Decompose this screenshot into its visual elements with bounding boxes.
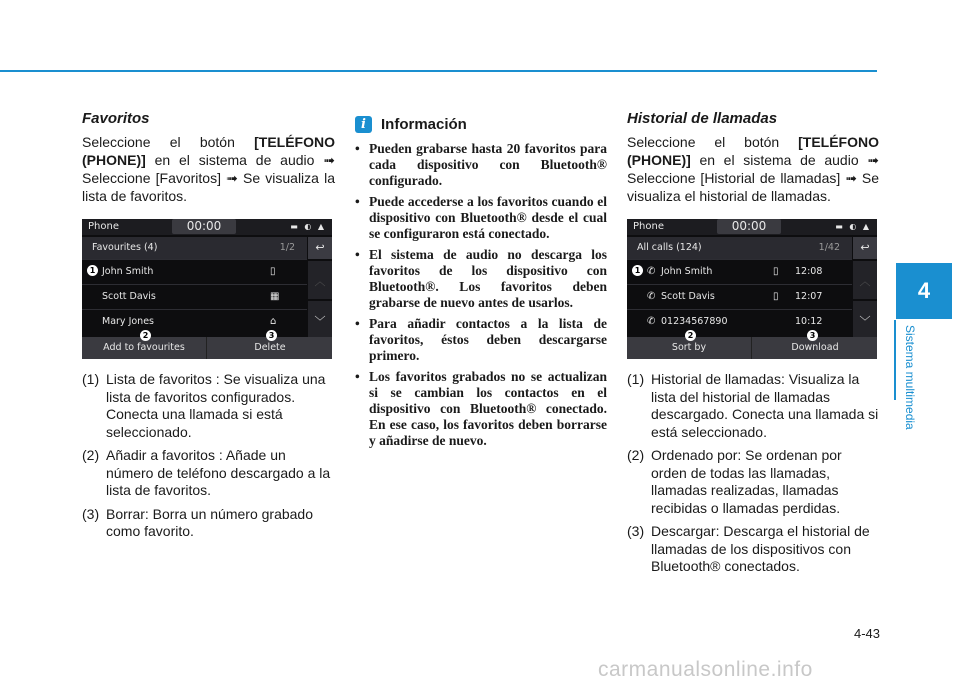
status-icons: ▬ ◐ ▲: [290, 222, 326, 231]
intro-text: Seleccione el botón [TELÉFONO (PHONE)] en el sistema de audio ➟ Seleccione [Favoritos] ➟ Se visualiza la lista de favoritos.: [82, 134, 335, 204]
chevron-down-icon: ﹀: [859, 315, 871, 328]
app-name: Phone: [633, 221, 664, 232]
page-indicator: 1/42: [818, 242, 840, 253]
mobile-icon: ▯: [773, 266, 779, 277]
historial-list: [627, 371, 879, 576]
clock: 00:00: [717, 219, 781, 234]
list-item: • El sistema de audio no descarga los favoritos de los dispositivo con Bluetooth®. Los favoritos deben grabarse de nuevo antes de usarlos.: [355, 247, 607, 310]
list-header: Favourites (4) 1/2: [82, 237, 307, 259]
download-button[interactable]: Download: [791, 342, 839, 353]
call-row[interactable]: ✆ 01234567890 10:12: [627, 309, 852, 334]
page-number: 4-43: [853, 626, 880, 641]
scroll-down-button[interactable]: [853, 301, 877, 339]
back-button[interactable]: [308, 237, 332, 259]
office-icon: ▦: [270, 291, 280, 302]
informacion-section: [355, 116, 607, 454]
chevron-up-icon: ︿: [859, 275, 871, 288]
button-bar: [627, 337, 877, 359]
favourites-screen: [82, 219, 332, 359]
list-item: (1) Lista de favoritos : Se visualiza una lista de favoritos configurados. Conecta una llamada si está seleccionado.: [82, 371, 326, 440]
back-icon: ↩: [315, 241, 325, 254]
info-icon: i: [355, 116, 372, 133]
chevron-down-icon: ﹀: [314, 315, 326, 328]
button-bar: [82, 337, 332, 359]
page-indicator: 1/2: [279, 242, 295, 253]
info-title: Información: [381, 116, 467, 133]
scroll-up-button[interactable]: [853, 261, 877, 299]
chapter-tab: 4: [896, 263, 952, 319]
list-item: (3) Borrar: Borra un número grabado como favorito.: [82, 505, 313, 539]
chapter-rule: [894, 320, 896, 400]
back-icon: ↩: [860, 241, 870, 254]
call-history-screen: [627, 219, 877, 359]
favourite-row[interactable]: Scott Davis ▦: [82, 284, 307, 309]
chevron-up-icon: ︿: [314, 275, 326, 288]
app-name: Phone: [88, 221, 119, 232]
list-item: • Para añadir contactos a la lista de favoritos, éstos deben descargarse primero.: [355, 316, 607, 363]
status-bar: [82, 219, 332, 235]
delete-button[interactable]: Delete: [254, 342, 286, 353]
list-header: All calls (124) 1/42: [627, 237, 852, 259]
callout-3: 3: [266, 330, 277, 341]
home-icon: ⌂: [270, 316, 277, 327]
callout-3: 3: [807, 330, 818, 341]
list-item: (2) Ordenado por: Se ordenan por orden de todas las llamadas, llamadas realizadas, llamadas recibidas o llamadas perdidas.: [627, 447, 842, 516]
list-item: • Pueden grabarse hasta 20 favoritos para cada dispositivo con Bluetooth® configurado.: [355, 141, 607, 188]
list-item: (1) Historial de llamadas: Visualiza la lista del historial de llamadas descargado. Conecta una llamada si está seleccionado.: [627, 371, 879, 440]
list-item: (2) Añadir a favoritos : Añade un número de teléfono descargado a la lista de favoritos.: [82, 447, 331, 498]
watermark: carmanualsonline.info: [598, 658, 813, 681]
mobile-icon: ▯: [773, 291, 779, 302]
chapter-label: Sistema multimedia: [903, 325, 917, 430]
clock: 00:00: [172, 219, 236, 234]
header-rule: [0, 70, 877, 72]
callout-2: 2: [140, 330, 151, 341]
list-item: • Puede accederse a los favoritos cuando el dispositivo con Bluetooth® desde el cual se configuraron está conectado.: [355, 194, 607, 241]
call-type-icon: ✆: [647, 291, 656, 302]
list-item: • Los favoritos grabados no se actualizan si se cambian los contactos en el dispositivo con Bluetooth® conectado. En ese caso, los favoritos deben borrarse y añadirse de nuevo.: [355, 369, 607, 448]
status-bar: [627, 219, 877, 235]
callout-1: 1: [632, 265, 643, 276]
call-type-icon: ✆: [647, 266, 656, 277]
info-bullets: [355, 141, 607, 449]
call-row[interactable]: ✆ John Smith ▯ 12:08: [627, 259, 852, 284]
scroll-up-button[interactable]: [308, 261, 332, 299]
intro-text: Seleccione el botón [TELÉFONO (PHONE)] en el sistema de audio ➟ Seleccione [Historial de llamadas] ➟ Se visualiza el historial de llamadas.: [627, 134, 879, 204]
info-header: [355, 116, 607, 133]
scroll-down-button[interactable]: [308, 301, 332, 339]
callout-2: 2: [685, 330, 696, 341]
sort-by-button[interactable]: Sort by: [627, 337, 752, 359]
back-button[interactable]: [853, 237, 877, 259]
status-icons: ▬ ◐ ▲: [835, 222, 871, 231]
section-title: Favoritos: [82, 110, 150, 127]
add-to-favourites-button[interactable]: Add to favourites: [82, 337, 207, 359]
call-type-icon: ✆: [647, 316, 656, 327]
list-item: (3) Descargar: Descarga el historial de llamadas de los dispositivos con Bluetooth® conectados.: [627, 523, 870, 574]
favourite-row[interactable]: Mary Jones ⌂: [82, 309, 307, 334]
section-title: Historial de llamadas: [627, 110, 778, 127]
favoritos-list: [82, 371, 335, 541]
callout-1: 1: [87, 265, 98, 276]
historial-section: [627, 110, 879, 582]
call-row[interactable]: ✆ Scott Davis ▯ 12:07: [627, 284, 852, 309]
mobile-icon: ▯: [270, 266, 276, 277]
favoritos-section: [82, 110, 335, 547]
favourite-row[interactable]: John Smith ▯: [82, 259, 307, 284]
